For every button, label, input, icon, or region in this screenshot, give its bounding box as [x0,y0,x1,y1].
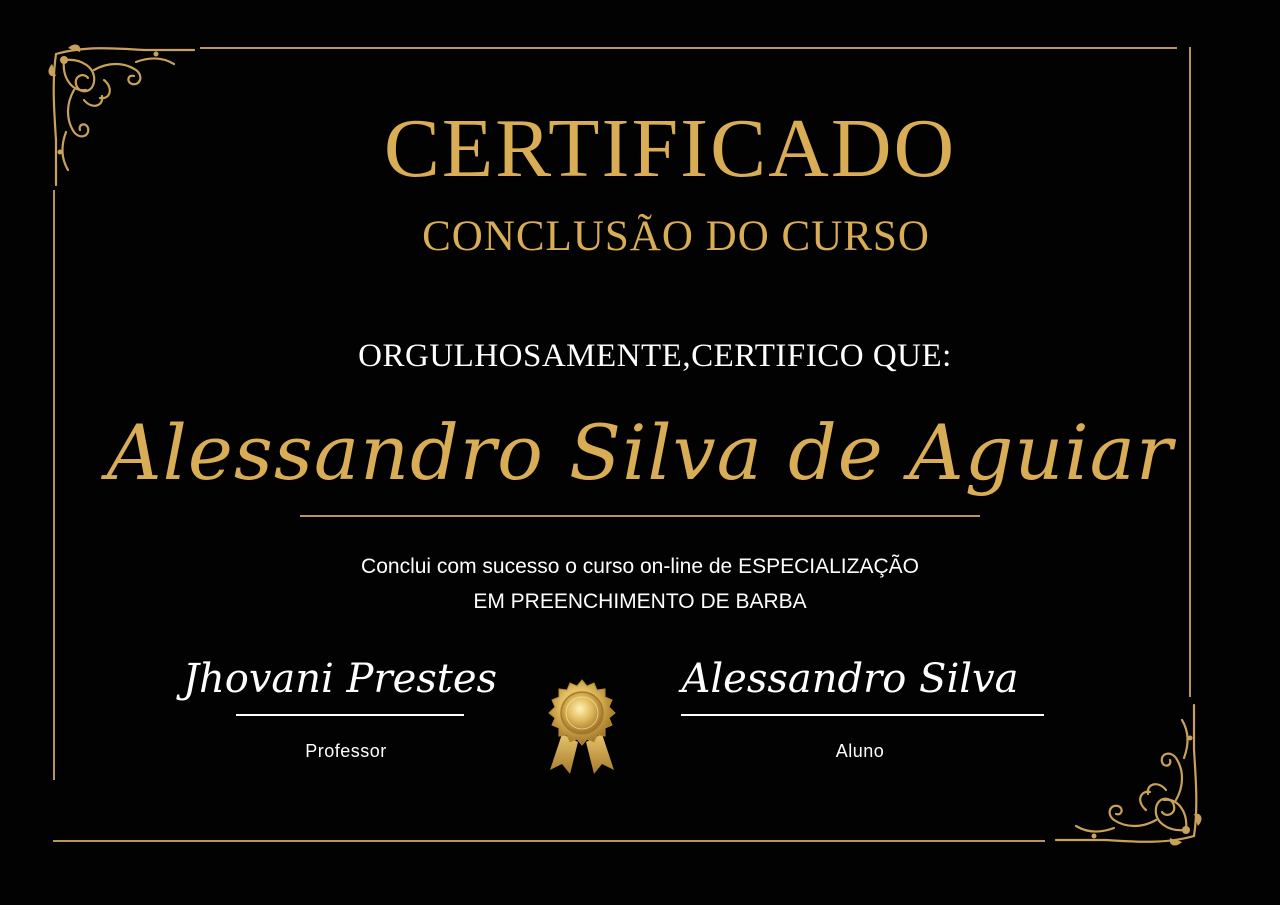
recipient-name: Alessandro Silva de Aguiar [106,408,1174,497]
professor-role-label: Professor [305,741,387,761]
recipient-underline [300,515,980,517]
student-role-label: Aluno [835,741,885,761]
certificate-title: CERTIFICADO [383,102,957,195]
gold-medal-seal-icon [540,676,624,776]
student-signature: Alessandro Silva [681,656,1019,702]
certify-intro-text: ORGULHOSAMENTE,CERTIFICO QUE: [358,338,952,374]
professor-signature-line [236,714,464,716]
certificate-subtitle: CONCLUSÃO DO CURSO [422,213,930,260]
border-bottom-line [53,840,1045,842]
course-description-line-2: EM PREENCHIMENTO DE BARBA [473,590,807,613]
corner-flourish-bottom-right-icon [1046,700,1206,850]
student-signature-line [681,714,1044,716]
course-description [0,549,1280,619]
course-description-line-1: Conclui com sucesso o curso on-line de ESPECIALIZAÇÃO [361,555,919,578]
border-top-line [200,47,1177,49]
professor-signature: Jhovani Prestes [182,656,498,702]
